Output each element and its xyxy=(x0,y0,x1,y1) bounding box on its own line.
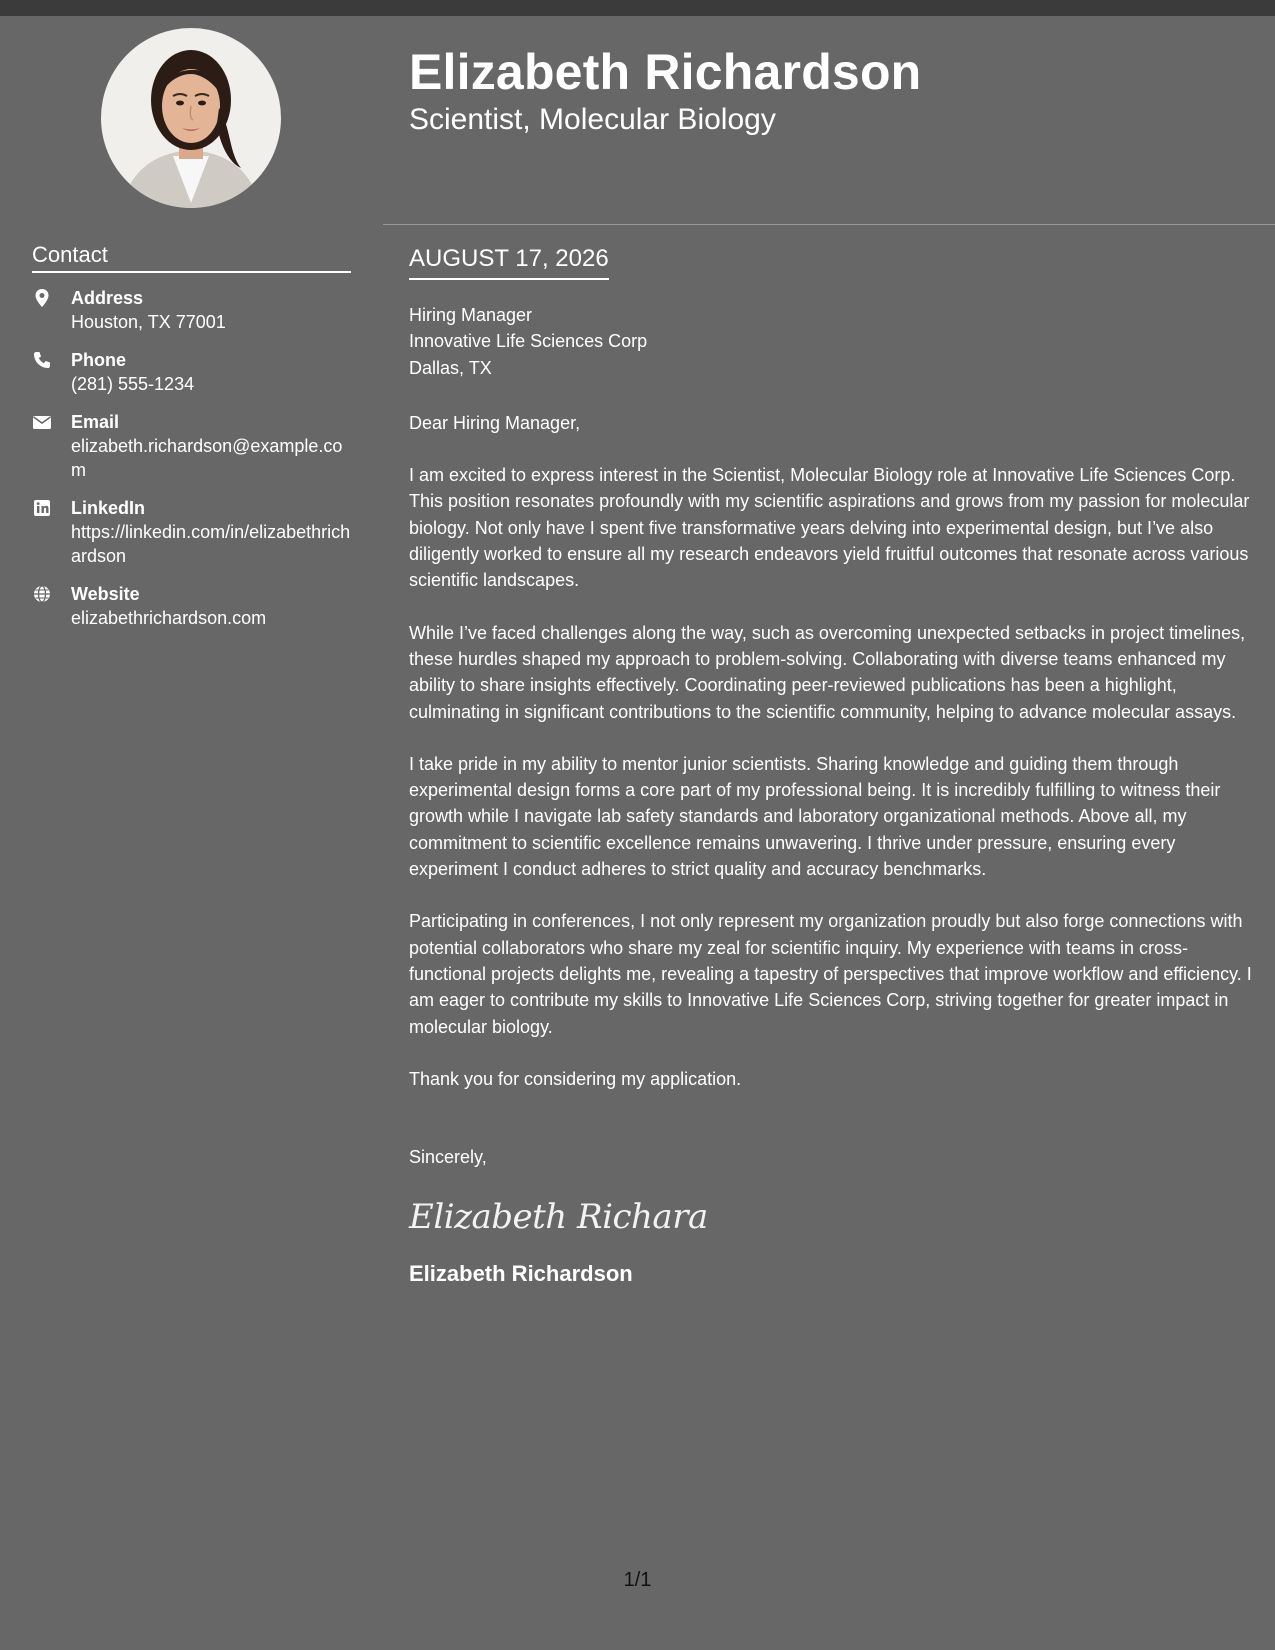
main-content xyxy=(383,16,1275,1650)
paragraph-1: I am excited to express interest in the Scientist, Molecular Biology role at Innovative Life Sciences Corp. This position resonates profoundly with my scientific aspirations and grows from my passion for molecular biology. Not only have I spent five transformative years delving into experimental design, but I’ve also diligently worked to ensure all my research endeavors yield fruitful outcomes that resonate across various scientific landscapes. xyxy=(409,465,1250,591)
recipient-block xyxy=(409,302,1257,381)
signature: Elizabeth Richara xyxy=(409,1197,708,1238)
contact-list xyxy=(32,286,352,644)
applicant-name: Elizabeth Richardson xyxy=(409,44,922,100)
cover-letter-page xyxy=(0,16,1275,1650)
linkedin-value[interactable]: https://linkedin.com/in/elizabethrichardson xyxy=(71,522,351,566)
linkedin-label: LinkedIn xyxy=(71,498,146,518)
email-label: Email xyxy=(71,412,120,432)
thank-you-line: Thank you for considering my application. xyxy=(409,1068,742,1089)
closing: Sincerely, xyxy=(409,1147,487,1168)
contact-heading: Contact xyxy=(32,241,351,273)
recipient-company: Innovative Life Sciences Corp xyxy=(409,331,648,352)
phone-label: Phone xyxy=(71,350,127,370)
top-bar xyxy=(0,0,1275,16)
paragraph-4: Participating in conferences, I not only represent my organization proudly but also forge connections with potential collaborators who share my zeal for scientific inquiry. My experience with teams in cross-functional projects delights me, revealing a tapestry of perspectives that improve workflow and efficiency. I am eager to contribute my skills to Innovative Life Sciences Corp, striving together for greater impact in molecular biology. xyxy=(409,911,1252,1037)
website-label: Website xyxy=(71,584,140,604)
salutation: Dear Hiring Manager, xyxy=(409,412,581,433)
address-value: Houston, TX 77001 xyxy=(71,312,226,332)
page-number: 1/1 xyxy=(623,1569,652,1591)
recipient-title: Hiring Manager xyxy=(409,305,533,325)
profile-photo xyxy=(101,28,281,208)
paragraph-3: I take pride in my ability to mentor junior scientists. Sharing knowledge and guiding them through experimental design forms a core part of my professional being. It is incredibly fulfilling to witness their growth while I navigate lab safety standards and laboratory organizational methods. Above all, my commitment to scientific excellence remains unwavering. I thrive under pressure, ensuring every experiment I conduct adheres to strict quality and accuracy benchmarks. xyxy=(409,753,1221,880)
avatar xyxy=(101,28,281,208)
header-divider xyxy=(383,224,1275,225)
email-value[interactable]: elizabeth.richardson@example.com xyxy=(71,436,343,480)
website-value[interactable]: elizabethrichardson.com xyxy=(71,608,267,628)
contact-phone xyxy=(32,348,352,396)
signer-name: Elizabeth Richardson xyxy=(409,1261,633,1287)
letter-body xyxy=(409,302,1257,1288)
sidebar xyxy=(0,16,383,1650)
contact-linkedin xyxy=(32,496,352,568)
paragraph-2: While I’ve faced challenges along the way, such as overcoming unexpected setbacks in project timelines, these hurdles shaped my approach to problem-solving. Collaborating with diverse teams enhanced my ability to share insights effectively. Coordinating peer-reviewed publications has been a highlight, culminating in significant contributions to the scientific community, helping to advance molecular assays. xyxy=(409,622,1246,722)
location-pin-icon xyxy=(32,288,52,308)
contact-website xyxy=(32,582,352,630)
linkedin-icon xyxy=(32,498,52,518)
envelope-icon xyxy=(32,412,52,432)
contact-address xyxy=(32,286,352,334)
phone-value: (281) 555-1234 xyxy=(71,374,195,394)
phone-icon xyxy=(32,350,52,370)
address-label: Address xyxy=(71,288,144,308)
contact-email xyxy=(32,410,352,482)
globe-icon xyxy=(32,584,52,604)
letter-date: AUGUST 17, 2026 xyxy=(409,244,609,280)
applicant-role: Scientist, Molecular Biology xyxy=(409,103,776,136)
recipient-location: Dallas, TX xyxy=(409,357,492,378)
